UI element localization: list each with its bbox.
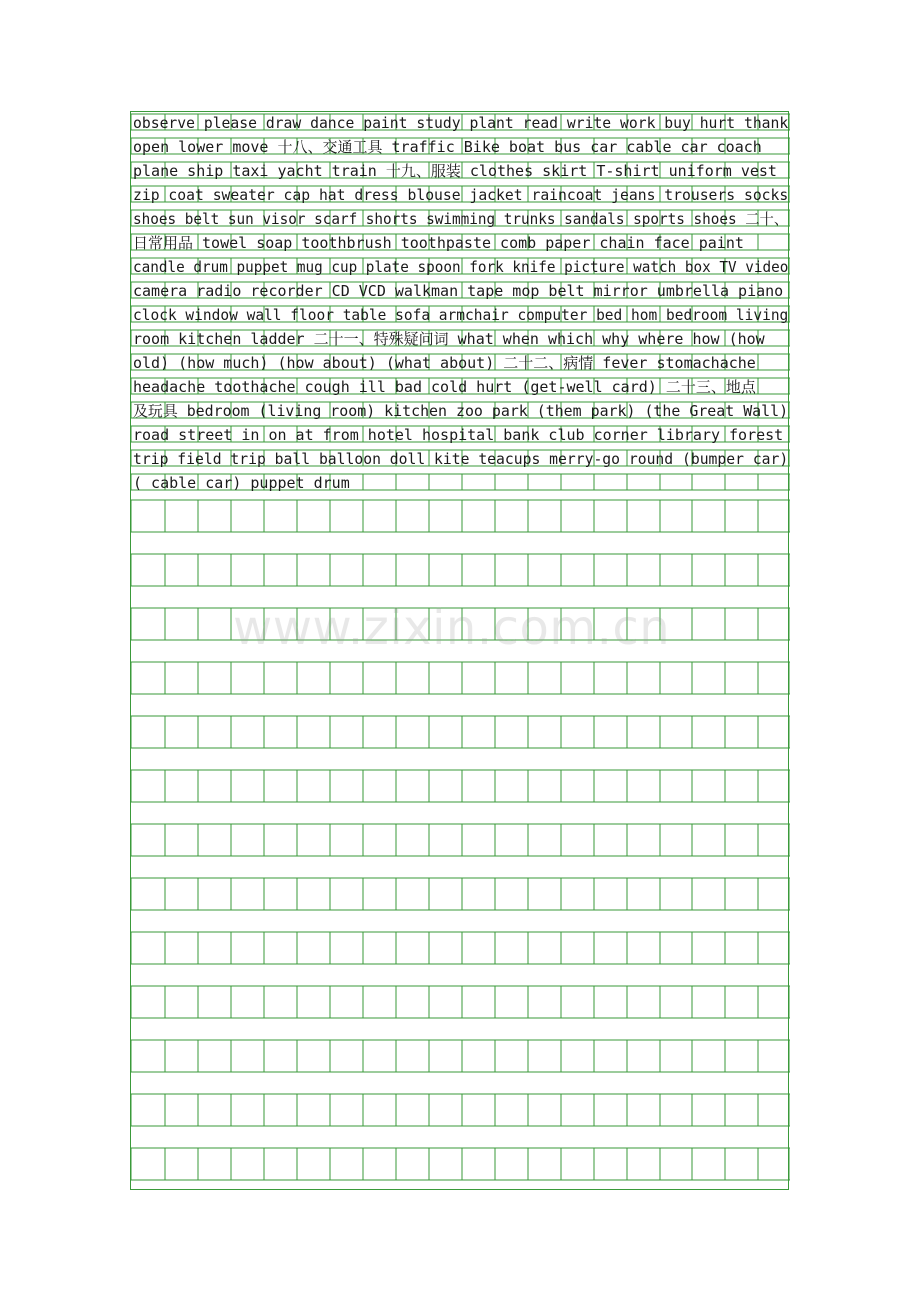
watermark: www.zixin.com.cn <box>233 600 671 656</box>
text-line: road street in on at from hotel hospital bank club corner library forest <box>133 426 784 444</box>
text-line: candle drum puppet mug cup plate spoon fork knife picture watch box TV video <box>133 258 789 276</box>
text-line: open lower move 十八、交通工具 traffic Bike boat bus car cable car coach <box>133 138 762 156</box>
text-line: camera radio recorder CD VCD walkman tape mop belt mirror umbrella piano <box>133 282 784 300</box>
text-line: clock window wall floor table sofa armchair computer bed hom bedroom living <box>133 306 789 324</box>
text-line: 及玩具 bedroom (living room) kitchen zoo park (them park) (the Great Wall) <box>133 402 789 420</box>
text-line: trip field trip ball balloon doll kite teacups merry-go round (bumper car) <box>133 450 789 468</box>
text-line: old) (how much) (how about) (what about) 二十二、病情 fever stomachache <box>133 354 756 372</box>
text-line: shoes belt sun visor scarf shorts swimming trunks sandals sports shoes 二十、 <box>133 210 789 228</box>
text-line: room kitchen ladder 二十一、特殊疑问词 what when which why where how (how <box>133 330 765 348</box>
text-line: ( cable car) puppet drum <box>133 474 350 492</box>
text-line: 日常用品 towel soap toothbrush toothpaste comb paper chain face paint <box>133 234 744 252</box>
text-line: headache toothache cough ill bad cold hurt (get-well card) 二十三、地点 <box>133 378 756 396</box>
text-line: zip coat sweater cap hat dress blouse jacket raincoat jeans trousers socks <box>133 186 789 204</box>
text-line: plane ship taxi yacht train 十九、服装 clothes skirt T-shirt uniform vest <box>133 162 777 180</box>
writing-grid-sheet <box>130 111 789 1190</box>
text-line: observe please draw dance paint study plant read write work buy hurt thank <box>133 114 789 132</box>
